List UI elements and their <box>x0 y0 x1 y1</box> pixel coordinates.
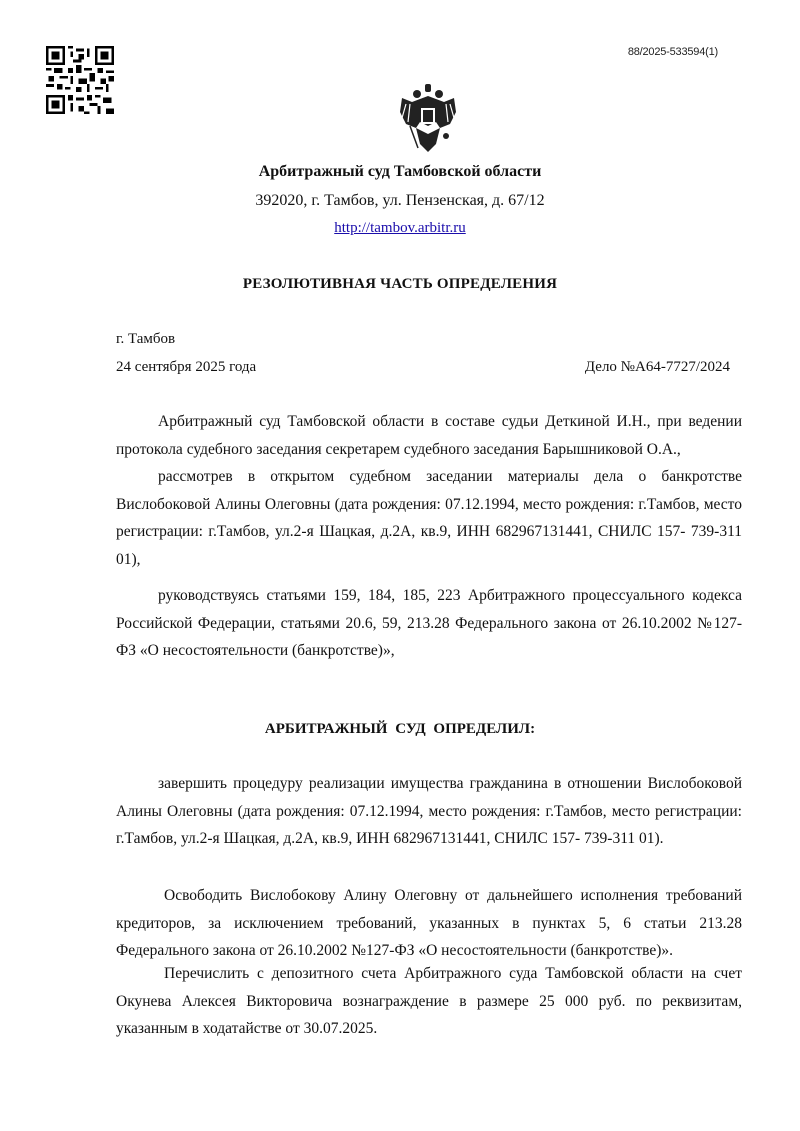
paragraph-block-intro <box>116 408 742 573</box>
paragraph-complete: завершить процедуру реализации имущества гражданина в отношении Вислобоковой Алины Олеговны (дата рождения: 07.12.1994, место рождения: г.Тамбов, место регистрации: г.Тамбов, ул.2-я Шацкая, д.2А, кв.9, ИНН 682967131441, СНИЛС 157- 739-311 01). <box>116 775 742 847</box>
paragraph-block-transfer <box>116 960 742 1043</box>
court-website-link[interactable]: http://tambov.arbitr.ru <box>334 220 466 236</box>
case-number: Дело №А64-7727/2024 <box>584 359 730 375</box>
paragraph-block-complete <box>116 770 742 853</box>
paragraph-block-guided <box>116 582 742 665</box>
document-date: 24 сентября 2025 года <box>116 359 257 375</box>
court-name: Арбитражный суд Тамбовской области <box>258 163 542 180</box>
paragraph-release: Освободить Вислобокову Алину Олеговну от дальнейшего исполнения требований кредиторов, за исключением требований, указанных в пунктах 5, 6 статьи 213.28 Федерального закона от 26.10.2002 №127-ФЗ «О несостоятельности (банкротстве)». <box>116 887 742 959</box>
qr-code-icon <box>46 46 114 114</box>
court-address: 392020, г. Тамбов, ул. Пензенская, д. 67/12 <box>255 192 545 209</box>
paragraph-block-release <box>116 882 742 965</box>
document-title: РЕЗОЛЮТИВНАЯ ЧАСТЬ ОПРЕДЕЛЕНИЯ <box>242 276 558 292</box>
paragraph-composition: Арбитражный суд Тамбовской области в составе судьи Деткиной И.Н., при ведении протокола судебного заседания секретарем судебного заседания Барышниковой О.А., <box>116 413 742 458</box>
city: г. Тамбов <box>116 331 176 347</box>
paragraph-guided: руководствуясь статьями 159, 184, 185, 223 Арбитражного процессуального кодекса Российской Федерации, статьями 20.6, 59, 213.28 Федерального закона от 26.10.2002 №127-ФЗ «О несостоятельности (банкротстве)», <box>116 587 742 659</box>
document-number: 88/2025-533594(1) <box>627 46 718 58</box>
coat-of-arms-icon <box>398 82 458 158</box>
paragraph-transfer: Перечислить с депозитного счета Арбитражного суда Тамбовской области на счет Окунева Алексея Викторовича вознаграждение в размере 25 000 руб. по реквизитам, указанным в ходатайстве от 30.07.2025. <box>116 965 742 1037</box>
paragraph-considered: рассмотрев в открытом судебном заседании материалы дела о банкротстве Вислобоковой Алины Олеговны (дата рождения: 07.12.1994, место рождения: г.Тамбов, место регистрации: г.Тамбов, ул.2-я Шацкая, д.2А, кв.9, ИНН 682967131441, СНИЛС 157- 739-311 01), <box>116 468 742 568</box>
decision-heading: АРБИТРАЖНЫЙ СУД ОПРЕДЕЛИЛ: <box>264 721 536 737</box>
